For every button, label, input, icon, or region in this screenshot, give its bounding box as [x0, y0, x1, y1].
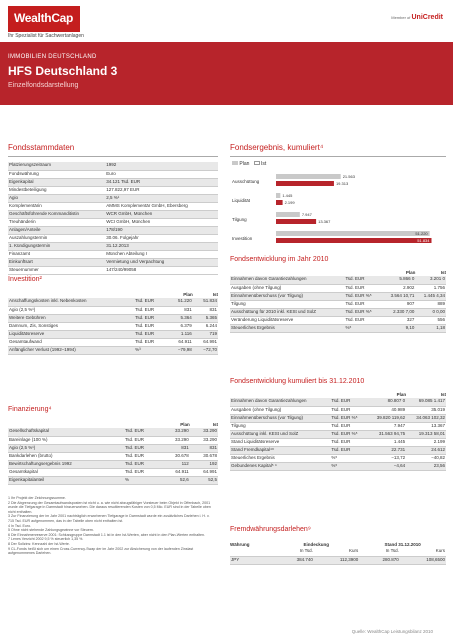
table-cell: Ausschüttung inkl. KESt und SolZ	[230, 430, 330, 438]
table-row	[8, 162, 218, 170]
table-cell: 64.991	[193, 338, 218, 346]
table-row	[230, 406, 446, 414]
table-header: Ist	[440, 269, 446, 275]
table-header: Plan	[180, 421, 190, 427]
kumuliert-title: Fondsentwicklung kumuliert bis 31.12.2010	[230, 378, 365, 385]
value-label: 19.313	[335, 181, 349, 186]
table-cell: 147/240/99058	[105, 266, 218, 274]
table-cell: Tsd. EUR	[134, 314, 167, 322]
table-header: Plan	[405, 269, 416, 275]
table-row	[8, 338, 218, 346]
table-header: Plan	[183, 291, 193, 297]
fondsstammdaten-title: Fondsstammdaten	[8, 143, 75, 152]
table-cell: Tsd. EUR	[124, 428, 162, 436]
table-cell: Tsd. EUR %⁵	[344, 308, 381, 316]
category-label: IMMOBILIEN DEUTSCHLAND	[8, 54, 97, 60]
chart-legend	[232, 161, 266, 167]
table-row	[230, 422, 446, 430]
table-cell: 127.822,97 EUR	[105, 186, 218, 194]
table-row	[8, 314, 218, 322]
table-cell: Tsd. EUR	[330, 438, 366, 446]
table-header	[230, 268, 344, 276]
table-cell: Ausgaben (ohne Tilgung)	[230, 284, 344, 292]
table-cell: 2.199	[406, 438, 446, 446]
sub-3: In Tsd.	[359, 548, 400, 556]
table-cell: Tsd. EUR	[134, 306, 167, 314]
value-label: 7.947	[301, 212, 312, 217]
table-cell: 2.330 7,00	[381, 308, 415, 316]
table-cell: 19.313 58,01	[406, 430, 446, 438]
table-cell: München Abteilung I	[105, 250, 218, 258]
category-label: Tilgung	[232, 217, 247, 222]
table-cell: 64.911	[168, 338, 193, 346]
value-label: 21.563	[342, 174, 355, 179]
table-row	[8, 330, 218, 338]
value-label: 51.220	[415, 231, 428, 236]
table-cell: %³	[134, 346, 167, 354]
table-cell: 30.678	[190, 452, 218, 460]
table-cell: 33.290	[190, 436, 218, 444]
footnote: 4 In Tsd. Euro.	[8, 523, 32, 528]
logo-tagline: Ihr Spezialist für Sachwertanlagen	[8, 33, 84, 39]
table-row	[8, 250, 218, 258]
table-cell: Auszahlungstermin	[8, 234, 105, 242]
table-cell: Stand Fremdkapital⁴⁸	[230, 446, 330, 454]
table-header	[124, 420, 162, 428]
table-cell: 327	[381, 316, 415, 324]
table-row	[8, 186, 218, 194]
table-cell: Tsd. EUR	[134, 338, 167, 346]
table-cell: 2,5 %¹	[105, 194, 218, 202]
row-val4: 108,6500	[400, 556, 446, 564]
table-cell: Agio (2,5 %¹)	[8, 306, 134, 314]
table-row	[230, 414, 446, 422]
table-cell: −4,64	[367, 462, 406, 470]
table-cell: Gesamtaufwand	[8, 338, 134, 346]
table-cell: Anschaffungskosten inkl. Nebenkosten	[8, 298, 134, 306]
category-label: Liquidität	[232, 198, 251, 203]
table-cell: 1.445 4,34	[415, 292, 446, 300]
col-waehrung: Währung	[230, 541, 250, 547]
table-cell: Gesamtkapital	[8, 468, 124, 476]
table-row	[8, 476, 218, 484]
table-cell: 1.756	[415, 284, 446, 292]
table-cell: 52,6	[162, 476, 190, 484]
table-cell: 831	[168, 306, 193, 314]
table-cell: Tsd. EUR	[330, 422, 366, 430]
table-row	[230, 462, 446, 470]
table-cell: Tsd. EUR	[134, 322, 167, 330]
table-cell: 69.085 1.417	[406, 398, 446, 406]
footnote: 6 Die Einnahmenreserve 2001: Schlussgruppe Darmstadt 1.1 ist in den Ist-Werten, aber nicht in den Plan-Werten enthalten.	[8, 532, 206, 537]
table-cell: Vermietung und Verpachtung	[105, 258, 218, 266]
table-cell: 40.989	[367, 406, 406, 414]
table-cell: AMMS Komplementär GmbH, Ebersberg	[105, 202, 218, 210]
table-cell: 64.911	[162, 468, 190, 476]
footnote: 7 Lenes Verzicht 2002 9,5 % steuerlich 1,35 %.	[8, 537, 84, 542]
table-cell: Veränderung Liquiditätsreserve	[230, 316, 344, 324]
table-cell: Tsd. EUR %⁵	[330, 414, 366, 422]
category-label: Investition	[232, 236, 253, 241]
table-row	[8, 322, 218, 330]
table-cell: Tsd. EUR	[124, 460, 162, 468]
table-cell: 51.220	[168, 298, 193, 306]
bar-ist	[276, 200, 283, 205]
investition-table	[8, 290, 218, 355]
table-cell: Stand Liquiditätsreserve	[230, 438, 330, 446]
table-row	[230, 292, 446, 300]
bar-ist	[276, 238, 432, 243]
table-row	[8, 258, 218, 266]
table-row	[8, 178, 218, 186]
table-row	[8, 436, 218, 444]
footnote: 5 Ohne nicht stehende Zahlungsgewinne vor Steuern.	[8, 528, 94, 533]
table-cell: Euro	[105, 170, 218, 178]
table-row	[8, 428, 218, 436]
wealthcap-logo: WealthCap	[8, 6, 80, 32]
table-row	[8, 210, 218, 218]
source-note: Quelle: WealthCap Leistungsbilanz 2010	[351, 629, 433, 634]
value-label: 1.445	[282, 193, 293, 198]
value-label: 2.199	[284, 200, 295, 205]
table-row	[230, 308, 446, 316]
table-row	[230, 300, 446, 308]
table-cell: 80.807 0	[367, 398, 406, 406]
table-cell: Mindestbeteiligung	[8, 186, 105, 194]
header	[0, 0, 453, 42]
table-cell: Bankdarlehen (brutto)	[8, 452, 124, 460]
divider	[8, 156, 218, 157]
table-cell: WCI GmbH, München	[105, 218, 218, 226]
table-cell: 24.612	[406, 446, 446, 454]
table-row	[230, 398, 446, 406]
sub-2: Kurs	[314, 548, 359, 556]
table-cell: Steuerliches Ergebnis	[230, 324, 344, 332]
bar-plan	[276, 212, 300, 217]
table-cell: 6.244	[193, 322, 218, 330]
table-cell: 1.445	[367, 438, 406, 446]
table-cell: 5.866 0	[381, 276, 415, 284]
table-cell: 0 0,00	[415, 308, 446, 316]
table-cell: Eigenkapitalanteil	[8, 476, 124, 484]
table-header	[330, 390, 366, 398]
table-cell: Tsd. EUR	[124, 436, 162, 444]
table-cell: 23,56	[406, 462, 446, 470]
title-banner	[0, 42, 453, 105]
unicredit-logo: UniCredit	[411, 14, 443, 21]
table-cell: −13,72	[367, 454, 406, 462]
table-cell: 52,5	[190, 476, 218, 484]
table-row	[230, 276, 446, 284]
table-cell: Ausgaben (ohne Tilgung)	[230, 406, 330, 414]
table-cell: Eigenkapital	[8, 178, 105, 186]
table-cell: 34.121 Tsd. EUR	[105, 178, 218, 186]
table-cell: 30.06. Folgejahr	[105, 234, 218, 242]
table-cell: 907	[381, 300, 415, 308]
table-cell: Tsd. EUR	[124, 468, 162, 476]
table-row	[8, 234, 218, 242]
entwicklung2010-table	[230, 268, 446, 333]
fondsstammdaten-table	[8, 162, 218, 275]
table-header: Ist	[212, 421, 218, 427]
table-cell: Geschäftsführende Kommanditistin	[8, 210, 105, 218]
table-cell: 192	[190, 460, 218, 468]
table-row	[230, 430, 446, 438]
table-cell: 1992	[105, 162, 218, 170]
table-cell: Agio	[8, 194, 105, 202]
fund-subtitle: Einzelfondsdarstellung	[8, 82, 79, 89]
table-row	[230, 438, 446, 446]
table-cell: Finanzamt	[8, 250, 105, 258]
legend-plan: Plan	[239, 161, 250, 167]
table-cell: Steuerliches Ergebnis	[230, 454, 330, 462]
table-cell: 1. Kündigungstermin	[8, 242, 105, 250]
finanzierung-table	[8, 420, 218, 485]
footnote: 8 Der Sollzins: Kennzahl der Ist-Werte.	[8, 541, 70, 546]
table-cell: Fondswährung	[8, 170, 105, 178]
table-row	[230, 324, 446, 332]
col-stand: Stand 31.12.2010	[384, 541, 421, 547]
table-row	[8, 346, 218, 354]
table-cell: 31.12.2013	[105, 242, 218, 250]
row-val2: 112,3900	[314, 556, 359, 564]
fremdwaehrung-title: Fremdwährungsdarlehen⁹	[230, 526, 311, 533]
finanzierung-title: Finanzierung⁴	[8, 406, 52, 413]
table-cell: 34.063 102,32	[406, 414, 446, 422]
table-cell: Einnahmenüberschuss (vor Tilgung)	[230, 292, 344, 300]
table-header	[230, 390, 330, 398]
legend-ist: Ist	[260, 161, 267, 167]
table-header: Plan	[396, 391, 407, 397]
table-cell: 6.379	[168, 322, 193, 330]
table-cell: Bewirtschaftungsergebnis 1992	[8, 460, 124, 468]
table-cell: 831	[162, 444, 190, 452]
table-header: Ist	[212, 291, 218, 297]
fund-title: HFS Deutschland 3	[8, 64, 118, 78]
table-cell: Tsd. EUR	[330, 398, 366, 406]
sub-1: In Tsd.	[273, 548, 314, 556]
table-cell: Damnum, Zis, Sonstiges	[8, 322, 134, 330]
table-cell: Tsd. EUR	[124, 452, 162, 460]
table-cell: Tsd. EUR	[344, 316, 381, 324]
category-label: Ausschüttung	[232, 179, 260, 184]
table-row	[230, 284, 446, 292]
table-cell: 33.290	[162, 436, 190, 444]
table-cell: %⁵	[330, 462, 366, 470]
table-row	[8, 306, 218, 314]
table-cell: Anlagen/Anteile	[8, 226, 105, 234]
fondsergebnis-title: Fondsergebnis, kumuliert⁴	[230, 143, 324, 152]
table-cell: 556	[415, 316, 446, 324]
investition-title: Investition²	[8, 276, 42, 283]
table-cell: 5.365	[193, 314, 218, 322]
sub-0	[230, 548, 273, 556]
divider	[230, 156, 446, 157]
table-cell: 719	[193, 330, 218, 338]
value-label: 13.367	[318, 219, 331, 224]
table-row	[230, 446, 446, 454]
table-cell: 39.820 119,62	[367, 414, 406, 422]
table-cell: 9,10	[381, 324, 415, 332]
table-cell: Tsd. EUR	[330, 406, 366, 414]
table-cell: Weitere Gebühren	[8, 314, 134, 322]
table-cell: 51.834	[193, 298, 218, 306]
table-cell: Tsd. EUR %⁵	[330, 430, 366, 438]
row-currency: JPY	[230, 556, 273, 564]
table-header: Ist	[440, 391, 446, 397]
footnote: 9 CL-Fonds heißt sich um einen Cross-Currency-Swap der im Jahr 2002 zur Absicherung von der laufenden Zinslast aufgenommenes Darlehen.	[8, 546, 194, 556]
table-header	[8, 420, 124, 428]
table-row	[8, 242, 218, 250]
table-cell: 30.678	[162, 452, 190, 460]
entwicklung2010-title: Fondsentwicklung im Jahr 2010	[230, 256, 329, 263]
table-row	[8, 460, 218, 468]
bar-ist	[276, 219, 316, 224]
table-cell: 3.201 0	[415, 276, 446, 284]
table-cell: Treuhänderin	[8, 218, 105, 226]
table-row	[8, 170, 218, 178]
table-row	[8, 444, 218, 452]
table-cell: 33.290	[162, 428, 190, 436]
table-row	[8, 452, 218, 460]
table-cell: Tilgung	[230, 422, 330, 430]
bar-plan	[276, 231, 430, 236]
table-row	[8, 266, 218, 274]
table-cell: Gesellschaftskapital	[8, 428, 124, 436]
table-cell: 3.564 10,71	[381, 292, 415, 300]
legend-ist-swatch	[254, 161, 260, 165]
footnotes	[8, 496, 213, 556]
table-cell: 178/190	[105, 226, 218, 234]
footnote: 2 Die Abgrenzung der Gesamtaufwandsposten ist nicht u. a. wie nicht abzugsfähiger Vorsteuer beim Objekt in Offenbach, 2001 wurde die Tiefgarage in Darmstadt hinzuerworben. Die daraus resultierenden Kosten von 0,5 Mio. EUR sind in der Tabelle oben nicht enthalten.	[8, 500, 211, 514]
table-cell: Agio (2,5 %¹)	[8, 444, 124, 452]
footnote: 1 Ihr Projekt der Zeichnungssumme.	[8, 496, 66, 500]
table-row	[230, 316, 446, 324]
table-cell: −72,70	[193, 346, 218, 354]
table-cell: Liquiditätsreserve	[8, 330, 134, 338]
table-cell: %⁵	[330, 454, 366, 462]
bar-plan	[276, 193, 280, 198]
table-cell: 831	[193, 306, 218, 314]
table-cell: 31.563 94,75	[367, 430, 406, 438]
table-cell: Tsd. EUR	[124, 444, 162, 452]
table-cell: −40,82	[406, 454, 446, 462]
table-cell: 13.367	[406, 422, 446, 430]
fondsergebnis-chart	[230, 170, 448, 250]
table-cell: Tilgung	[230, 300, 344, 308]
table-cell: Einnahmen davon Garantiezahlungen	[230, 398, 330, 406]
member-of	[391, 14, 443, 21]
table-cell: 1.116	[168, 330, 193, 338]
table-row	[8, 202, 218, 210]
row-val1: 384.740	[273, 556, 314, 564]
table-cell: 7.947	[367, 422, 406, 430]
member-text: Member of	[391, 15, 411, 20]
bar-plan	[276, 174, 341, 179]
kumuliert-table	[230, 390, 446, 471]
table-header	[8, 290, 134, 298]
table-cell: WCR GmbH, München	[105, 210, 218, 218]
table-row	[230, 454, 446, 462]
table-header	[344, 268, 381, 276]
table-cell: %⁵	[344, 324, 381, 332]
bar-ist	[276, 181, 334, 186]
table-cell: Gebundenes Kapital⁵ ⁹	[230, 462, 330, 470]
table-cell: %	[124, 476, 162, 484]
footnote: 3 Zur Finanzierung der im Jahr 2001 nachträglich erworbenen Tiefgarage in Darmstadt wurde ein zusätzliches Darlehen i. H. v. 715 Tsd. EUR aufgenommen, das in der Tabelle oben nicht enthalten ist.	[8, 514, 210, 523]
legend-plan-swatch	[232, 161, 238, 165]
table-row	[8, 218, 218, 226]
table-cell: 64.991	[190, 468, 218, 476]
table-cell: 831	[190, 444, 218, 452]
table-cell: Einnahmenüberschuss (vor Tilgung)	[230, 414, 330, 422]
fremdwaehrung-table	[230, 540, 446, 565]
table-cell: 1,18	[415, 324, 446, 332]
table-cell: Ausschüttung für 2010 inkl. KESt und SolZ	[230, 308, 344, 316]
table-cell: Tsd. EUR	[344, 284, 381, 292]
table-cell: Bareinlage (100 %)	[8, 436, 124, 444]
table-cell: Platzierungszeitraum	[8, 162, 105, 170]
table-cell: Tsd. EUR	[344, 276, 381, 284]
table-cell: Einkunftsart	[8, 258, 105, 266]
table-cell: Tsd. EUR	[344, 300, 381, 308]
table-cell: Steuernummer	[8, 266, 105, 274]
table-cell: 2.902	[381, 284, 415, 292]
table-header	[134, 290, 167, 298]
table-cell: 22.731	[367, 446, 406, 454]
value-label: 51.834	[417, 238, 430, 243]
table-row	[8, 298, 218, 306]
table-cell: Anfänglicher Verlust (1992–1994)	[8, 346, 134, 354]
sub-4: Kurs	[400, 548, 446, 556]
row-val3: 280.870	[359, 556, 400, 564]
table-cell: 112	[162, 460, 190, 468]
table-cell: 35.019	[406, 406, 446, 414]
col-eindeckung: Eindeckung	[303, 541, 330, 547]
table-cell: Einnahmen davon Garantiezahlungen	[230, 276, 344, 284]
table-row	[8, 226, 218, 234]
table-row	[8, 194, 218, 202]
table-cell: 5.364	[168, 314, 193, 322]
table-cell: Tsd. EUR %⁵	[344, 292, 381, 300]
table-cell: Tsd. EUR	[134, 330, 167, 338]
table-cell: 889	[415, 300, 446, 308]
table-cell: Komplementärin	[8, 202, 105, 210]
table-row	[8, 468, 218, 476]
table-cell: Tsd. EUR	[330, 446, 366, 454]
table-cell: −79,98	[168, 346, 193, 354]
table-cell: 33.290	[190, 428, 218, 436]
table-cell: Tsd. EUR	[134, 298, 167, 306]
